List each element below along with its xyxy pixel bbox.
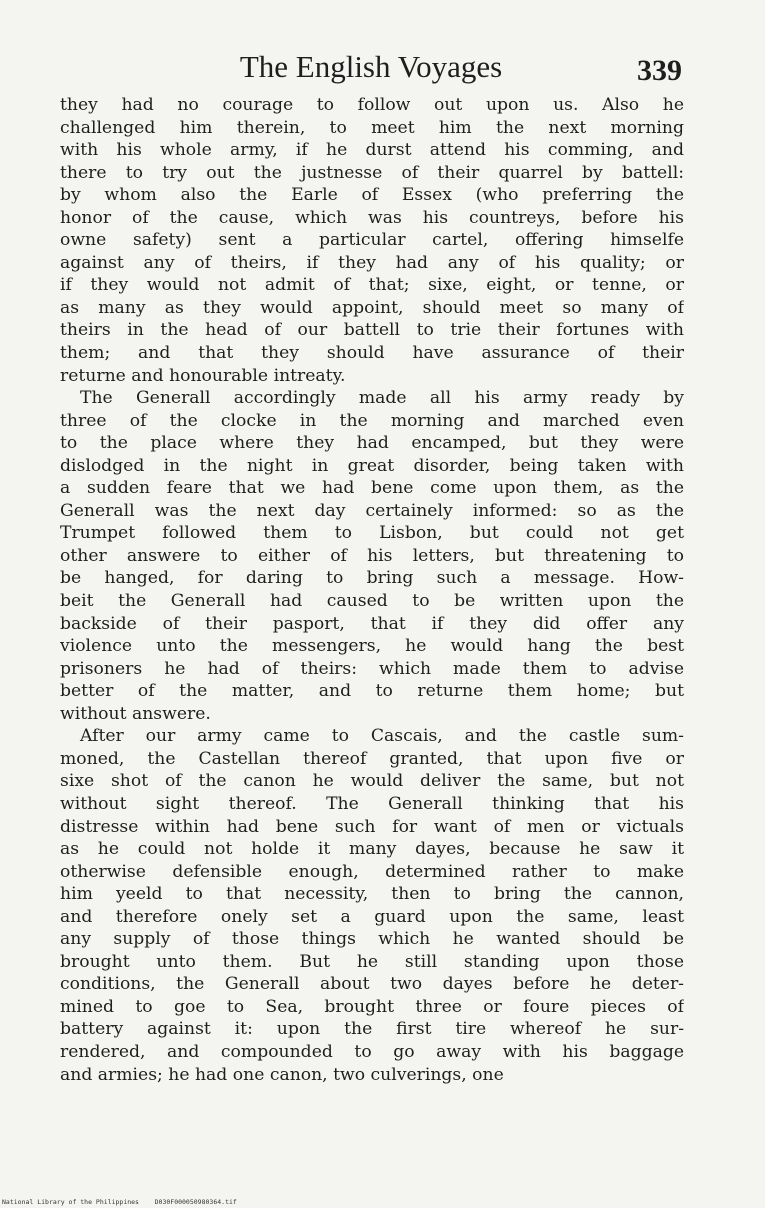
text-line: challenged him therein, to meet him the next morning — [60, 117, 684, 138]
text-line: The Generall accordingly made all his army ready by — [80, 388, 684, 409]
text-line: owne safety) sent a particular cartel, offering himselfe — [60, 230, 684, 251]
text-line: him yeeld to that necessity, then to bring the cannon, — [60, 884, 684, 905]
text-line: moned, the Castellan thereof granted, that upon five or — [60, 748, 684, 769]
text-line: mined to goe to Sea, brought three or foure pieces of — [60, 996, 684, 1017]
text-line: without answere. — [60, 703, 211, 724]
footer-filename: D030F000050980364.tif — [154, 1198, 237, 1206]
text-line: rendered, and compounded to go away with his baggage — [60, 1041, 684, 1062]
text-line: better of the matter, and to returne them home; but — [60, 681, 684, 702]
text-line: a sudden feare that we had bene come upon them, as the — [60, 478, 684, 499]
text-line: battery against it: upon the first tire whereof he sur- — [60, 1019, 684, 1040]
text-line: by whom also the Earle of Essex (who preferring the — [60, 185, 684, 206]
text-line: be hanged, for daring to bring such a message. How- — [60, 568, 684, 589]
text-line: violence unto the messengers, he would hang the best — [60, 636, 684, 657]
text-line: prisoners he had of theirs: which made them to advise — [60, 658, 684, 679]
text-line: conditions, the Generall about two dayes before he deter- — [60, 974, 684, 995]
text-line: After our army came to Cascais, and the castle sum- — [80, 726, 684, 747]
text-line: and armies; he had one canon, two culverings, one — [60, 1064, 504, 1085]
text-line: backside of their pasport, that if they did offer any — [60, 613, 684, 634]
text-line: sixe shot of the canon he would deliver the same, but not — [60, 771, 684, 792]
text-line: returne and honourable intreaty. — [60, 365, 346, 386]
text-line: dislodged in the night in great disorder, being taken with — [60, 455, 684, 476]
text-line: to the place where they had encamped, but they were — [60, 433, 684, 454]
text-line: there to try out the justnesse of their quarrel by battell: — [60, 162, 684, 183]
running-title: The English Voyages — [239, 49, 503, 84]
text-line: and therefore onely set a guard upon the same, least — [60, 906, 684, 927]
body-text — [60, 94, 684, 1086]
text-line: if they would not admit of that; sixe, eight, or tenne, or — [60, 275, 684, 296]
text-line: any supply of those things which he wanted should be — [60, 929, 684, 950]
text-line: as he could not holde it many dayes, because he saw it — [60, 839, 684, 860]
text-line: honor of the cause, which was his countreys, before his — [60, 207, 684, 228]
text-line: three of the clocke in the morning and marched even — [60, 410, 684, 431]
text-line: distresse within had bene such for want of men or victuals — [60, 816, 684, 837]
footer-library: National Library of the Philippines — [2, 1198, 139, 1206]
text-line: with his whole army, if he durst attend his comming, and — [60, 140, 684, 161]
text-line: Trumpet followed them to Lisbon, but could not get — [60, 523, 684, 544]
text-line: as many as they would appoint, should meet so many of — [60, 297, 684, 318]
text-line: theirs in the head of our battell to trie their fortunes with — [60, 320, 684, 341]
text-line: without sight thereof. The Generall thinking that his — [60, 793, 684, 814]
text-line: other answere to either of his letters, but threatening to — [60, 545, 684, 566]
text-line: Generall was the next day certainely informed: so as the — [60, 500, 684, 521]
text-line: against any of theirs, if they had any of his quality; or — [60, 252, 684, 273]
text-line: otherwise defensible enough, determined rather to make — [60, 861, 684, 882]
text-line: beit the Generall had caused to be written upon the — [60, 591, 684, 612]
text-line: them; and that they should have assurance of their — [60, 343, 684, 364]
page-number: 339 — [637, 54, 682, 87]
scan-footer — [2, 1198, 237, 1206]
running-header — [60, 48, 682, 92]
text-line: brought unto them. But he still standing upon those — [60, 951, 684, 972]
text-line: they had no courage to follow out upon us. Also he — [60, 95, 684, 115]
